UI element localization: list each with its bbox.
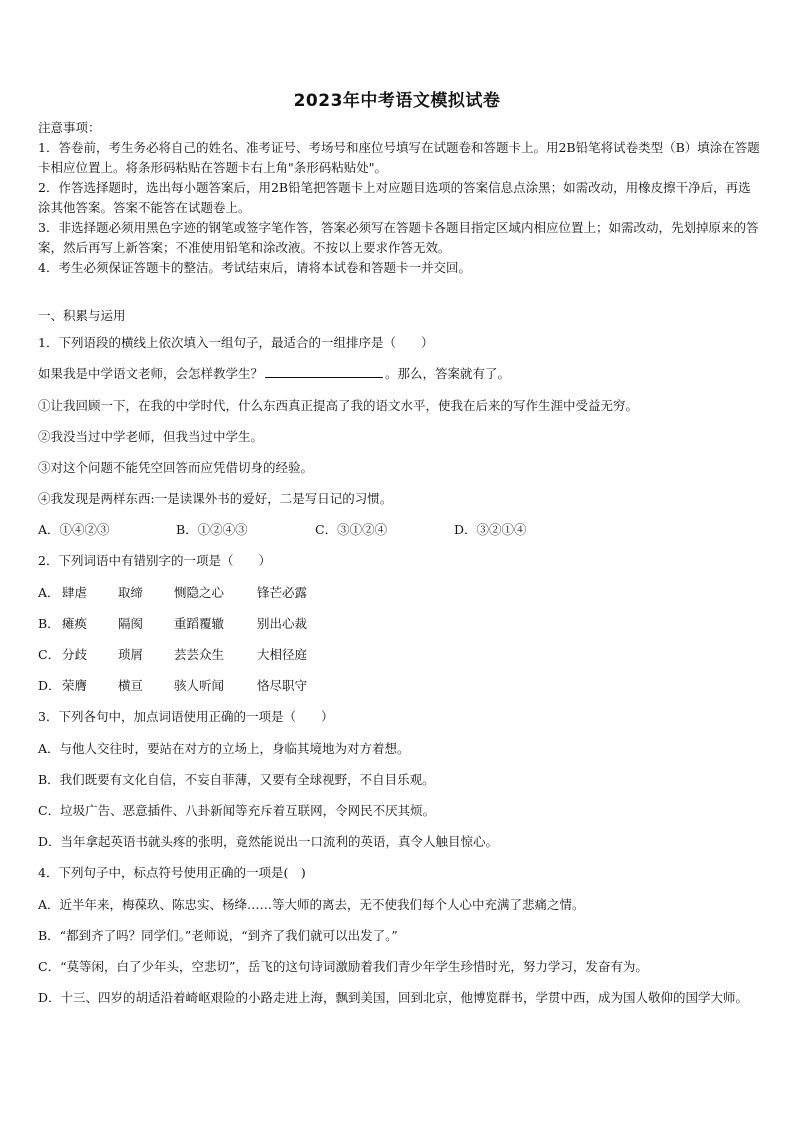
notice-item-3: 3．非选择题必须用黑色字迹的钢笔或签字笔作答，答案必须写在答题卡各题目指定区域内相应位置上；如需改动，先划掉原来的答案，然后再写上新答案；不准使用铅笔和涂改液。不按以上要求作答无效。 <box>38 220 759 255</box>
q2-row-a-word-3: 恻隐之心 <box>174 585 225 600</box>
q2-row-b-word-3: 重蹈覆辙 <box>174 616 225 631</box>
q2-row-b-word-2: 隔阂 <box>118 616 144 631</box>
q4-stem: 4．下列句子中，标点符号使用正确的一项是( ) <box>38 865 306 880</box>
q3-option-c: C．垃圾广告、恶意插件、八卦新闻等充斥着互联网，令网民不厌其烦。 <box>38 803 436 818</box>
q1-passage-before: 如果我是中学语文老师，会怎样教学生？ <box>38 366 264 381</box>
section-heading: 一、积累与运用 <box>38 308 126 323</box>
q2-row-a-word-2: 取缔 <box>118 585 144 600</box>
q1-option-c: C．③①②④ <box>315 522 388 537</box>
q1-option-a: A．①④②③ <box>38 522 110 537</box>
q2-row-b-label: B． <box>38 616 60 631</box>
q4-option-a: A．近半年来，梅葆玖、陈忠实、杨绛……等大师的离去，无不使我们每个人心中充满了悲痛之情。 <box>38 897 585 912</box>
q2-row-d-word-3: 骇人听闻 <box>174 678 225 693</box>
q3-stem: 3．下列各句中，加点词语使用正确的一项是（ ） <box>38 709 334 724</box>
q2-row-a-word-4: 锋芒必露 <box>257 585 308 600</box>
q1-option-b: B．①②④③ <box>176 522 248 537</box>
q2-row-c-word-3: 芸芸众生 <box>174 647 225 662</box>
exam-title: 2023年中考语文模拟试卷 <box>293 91 501 111</box>
notice-item-1: 1．答卷前，考生务必将自己的姓名、准考证号、考场号和座位号填写在试题卷和答题卡上。用2B铅笔将试卷类型（B）填涂在答题卡相应位置上。将条形码粘贴在答题卡右上角"条形码粘贴处"。 <box>38 140 760 175</box>
q2-row-a-word-1: 肆虐 <box>62 585 88 600</box>
q2-row-d-word-4: 恪尽职守 <box>257 678 308 693</box>
q1-passage-after: 。那么，答案就有了。 <box>385 366 511 381</box>
notice-item-2: 2．作答选择题时，选出每小题答案后，用2B铅笔把答题卡上对应题目选项的答案信息点涂黑；如需改动，用橡皮擦干净后，再选涂其他答案。答案不能答在试题卷上。 <box>38 180 751 215</box>
q1-passage <box>38 364 510 382</box>
q2-row-d-label: D． <box>38 678 61 693</box>
q2-row-b-word-4: 别出心裁 <box>257 616 308 631</box>
q1-answer-blank <box>265 365 383 378</box>
q2-row-c-word-4: 大相径庭 <box>257 647 308 662</box>
q3-option-a: A．与他人交往时，要站在对方的立场上，身临其境地为对方着想。 <box>38 741 410 756</box>
notice-item-4: 4．考生必须保证答题卡的整洁。考试结束后，请将本试卷和答题卡一并交回。 <box>38 260 471 275</box>
q4-option-b: B．“都到齐了吗？同学们。”老师说，“到齐了我们就可以出发了。” <box>38 928 398 943</box>
q1-sentence-4: ④我发现是两样东西:一是读课外书的爱好，二是写日记的习惯。 <box>38 491 393 506</box>
q4-option-c: C．“莫等闲，白了少年头，空悲切”，岳飞的这句诗词激励着我们青少年学生珍惜时光，努力学习，发奋有为。 <box>38 959 648 974</box>
q3-option-d: D．当年拿起英语书就头疼的张明，竟然能说出一口流利的英语，真令人触目惊心。 <box>38 834 499 849</box>
q2-row-d-word-1: 荣膺 <box>62 678 88 693</box>
q4-option-d: D．十三、四岁的胡适沿着崎岖艰险的小路走进上海，飘到美国，回到北京，他博览群书，学贯中西，成为国人敬仰的国学大师。 <box>38 990 749 1005</box>
q2-row-c-word-1: 分歧 <box>62 647 88 662</box>
q2-row-c-label: C． <box>38 647 61 662</box>
q2-stem: 2．下列词语中有错别字的一项是（ ） <box>38 553 271 568</box>
q2-row-c-word-2: 琐屑 <box>118 647 144 662</box>
q1-stem: 1．下列语段的横线上依次填入一组句子，最适合的一组排序是（ ） <box>38 335 434 350</box>
q1-sentence-1: ①让我回顾一下，在我的中学时代，什么东西真正提高了我的语文水平，使我在后来的写作生涯中受益无穷。 <box>38 398 639 413</box>
notice-block <box>38 118 760 278</box>
q2-row-b-word-1: 瘫痪 <box>62 616 88 631</box>
q2-row-d-word-2: 横亘 <box>118 678 144 693</box>
notice-heading: 注意事项： <box>38 120 101 135</box>
q1-sentence-3: ③对这个问题不能凭空回答而应凭借切身的经验。 <box>38 460 314 475</box>
q3-option-b: B．我们既要有文化自信，不妄自菲薄，又要有全球视野，不自目乐观。 <box>38 772 435 787</box>
q1-sentence-2: ②我没当过中学老师，但我当过中学生。 <box>38 429 264 444</box>
q1-option-d: D．③②①④ <box>454 522 527 537</box>
q2-row-a-label: A． <box>38 585 60 600</box>
